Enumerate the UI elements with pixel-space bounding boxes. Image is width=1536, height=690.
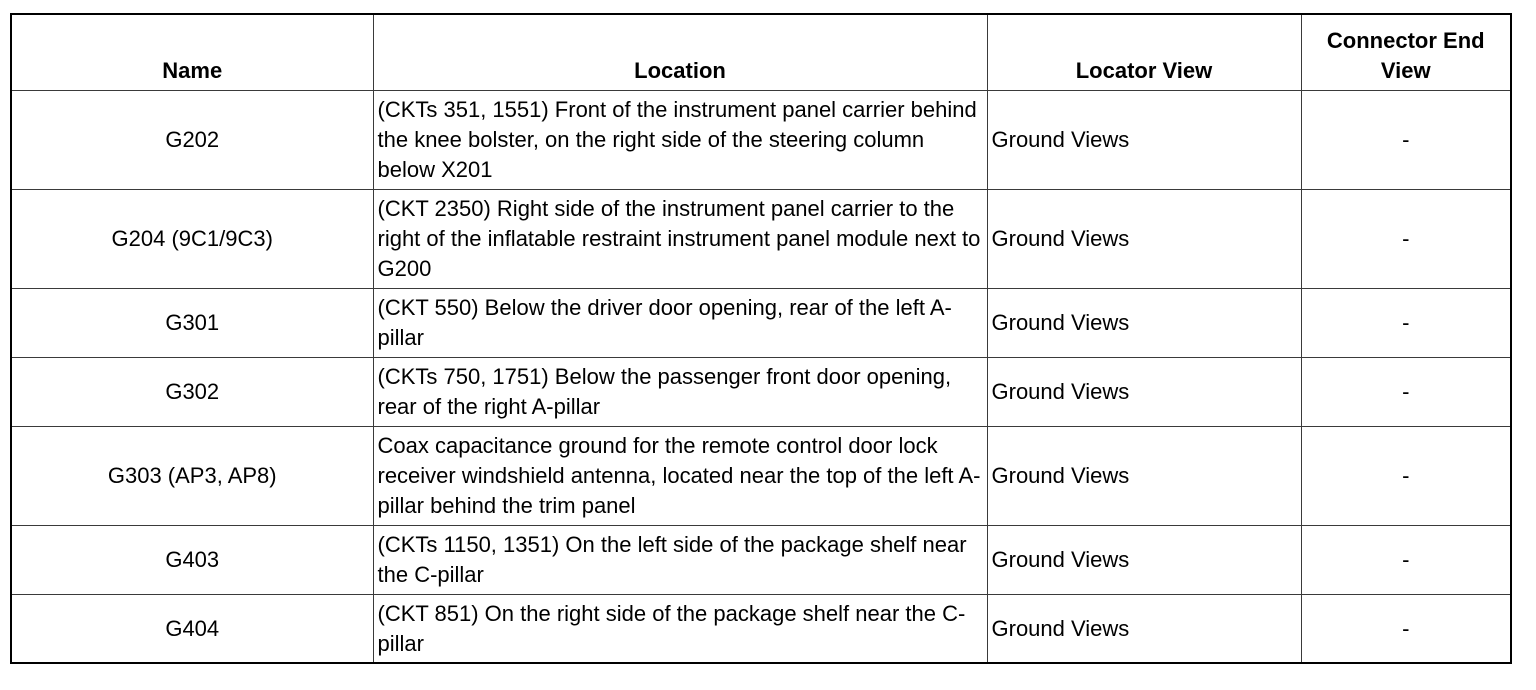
cell-name: G302: [11, 358, 373, 427]
header-connector-end-view: Connector End View: [1301, 14, 1511, 91]
cell-name: G202: [11, 91, 373, 190]
cell-location: (CKTs 1150, 1351) On the left side of the package shelf near the C-pillar: [373, 526, 987, 595]
cell-locator-view: Ground Views: [987, 190, 1301, 289]
cell-location: Coax capacitance ground for the remote control door lock receiver windshield antenna, located near the top of the left A-pillar behind the trim panel: [373, 427, 987, 526]
table-row: [11, 595, 1511, 664]
cell-name: G301: [11, 289, 373, 358]
ground-locations-table: [10, 13, 1512, 664]
table-row: [11, 91, 1511, 190]
cell-connector-end-view: -: [1301, 289, 1511, 358]
cell-name: G404: [11, 595, 373, 664]
cell-location: (CKT 2350) Right side of the instrument panel carrier to the right of the inflatable restraint instrument panel module next to G200: [373, 190, 987, 289]
table-row: [11, 358, 1511, 427]
cell-location: (CKTs 750, 1751) Below the passenger front door opening, rear of the right A-pillar: [373, 358, 987, 427]
cell-locator-view: Ground Views: [987, 595, 1301, 664]
cell-locator-view: Ground Views: [987, 289, 1301, 358]
table-row: [11, 190, 1511, 289]
cell-locator-view: Ground Views: [987, 526, 1301, 595]
cell-connector-end-view: -: [1301, 190, 1511, 289]
header-name: Name: [11, 14, 373, 91]
cell-connector-end-view: -: [1301, 526, 1511, 595]
cell-location: (CKT 851) On the right side of the package shelf near the C-pillar: [373, 595, 987, 664]
cell-name: G204 (9C1/9C3): [11, 190, 373, 289]
table-row: [11, 427, 1511, 526]
cell-locator-view: Ground Views: [987, 427, 1301, 526]
header-locator-view: Locator View: [987, 14, 1301, 91]
cell-locator-view: Ground Views: [987, 358, 1301, 427]
cell-locator-view: Ground Views: [987, 91, 1301, 190]
header-location: Location: [373, 14, 987, 91]
table-row: [11, 289, 1511, 358]
cell-connector-end-view: -: [1301, 358, 1511, 427]
cell-connector-end-view: -: [1301, 427, 1511, 526]
header-row: [11, 14, 1511, 91]
cell-connector-end-view: -: [1301, 595, 1511, 664]
table-row: [11, 526, 1511, 595]
cell-name: G303 (AP3, AP8): [11, 427, 373, 526]
cell-name: G403: [11, 526, 373, 595]
cell-connector-end-view: -: [1301, 91, 1511, 190]
cell-location: (CKT 550) Below the driver door opening, rear of the left A-pillar: [373, 289, 987, 358]
cell-location: (CKTs 351, 1551) Front of the instrument panel carrier behind the knee bolster, on the right side of the steering column below X201: [373, 91, 987, 190]
